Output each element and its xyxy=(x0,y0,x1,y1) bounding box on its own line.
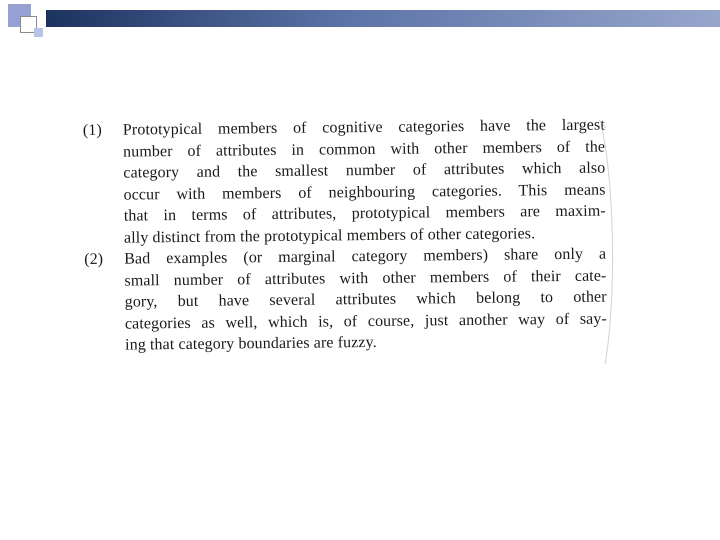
item-text xyxy=(124,244,607,357)
excerpt-item xyxy=(83,115,606,249)
text-line: Bad examples (or marginal category members) share only a xyxy=(124,245,607,268)
text-line: ally distinct from the prototypical members of other categories. xyxy=(123,224,536,247)
text-line: Prototypical members of cognitive categories have the largest xyxy=(122,116,605,139)
text-line: gory, but have several attributes which belong to other xyxy=(124,288,607,311)
excerpt-list xyxy=(83,115,607,357)
text-line: ing that category boundaries are fuzzy. xyxy=(125,333,377,354)
item-text xyxy=(123,115,606,249)
excerpt-item xyxy=(84,244,607,357)
text-line: occur with members of neighbouring categories. This means xyxy=(123,181,606,204)
header-gradient-bar xyxy=(46,10,720,27)
text-line: number of attributes in common with other members of the xyxy=(123,138,606,161)
text-line: that in terms of attributes, prototypical members are maxim- xyxy=(123,202,606,225)
item-number: (1) xyxy=(82,121,102,140)
text-line: category and the smallest number of attributes which also xyxy=(123,159,606,182)
text-line: small number of attributes with other members of their cate- xyxy=(124,267,607,290)
item-number: (2) xyxy=(84,250,104,268)
decoration-square-small xyxy=(34,28,43,37)
text-line: categories as well, which is, of course, just another way of say- xyxy=(124,310,607,333)
